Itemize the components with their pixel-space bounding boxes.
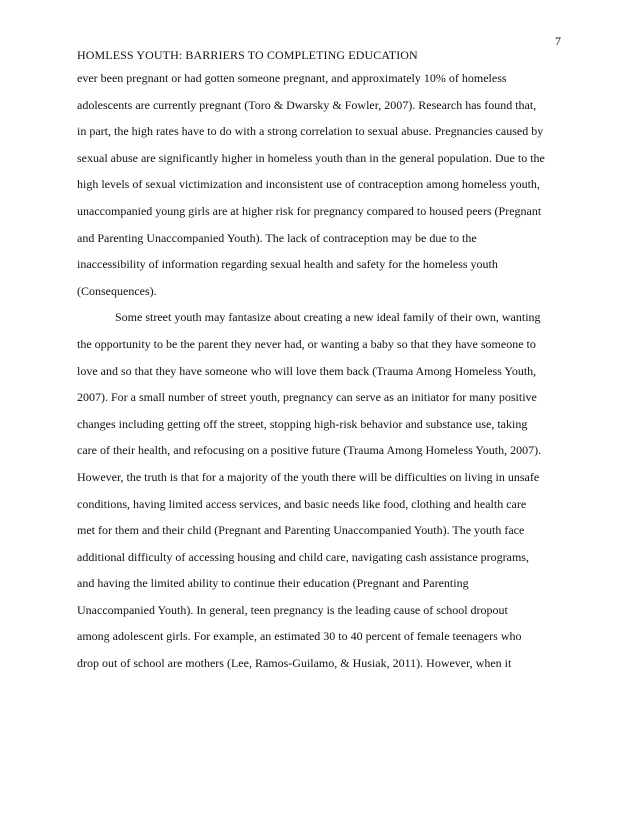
text-line: adolescents are currently pregnant (Toro & Dwarsky & Fowler, 2007). Research has found that, bbox=[77, 97, 537, 112]
text-line: among adolescent girls. For example, an estimated 30 to 40 percent of female teenagers who bbox=[77, 629, 522, 644]
text-line: love and so that they have someone who will love them back (Trauma Among Homeless Youth, bbox=[77, 363, 537, 378]
running-head: HOMLESS YOUTH: BARRIERS TO COMPLETING EDUCATION bbox=[77, 48, 418, 62]
text-line: ever been pregnant or had gotten someone pregnant, and approximately 10% of homeless bbox=[77, 71, 507, 85]
text-line: Unaccompanied Youth). In general, teen pregnancy is the leading cause of school dropout bbox=[77, 602, 508, 617]
text-line: additional difficulty of accessing housing and child care, navigating cash assistance programs, bbox=[77, 549, 529, 564]
text-line: and Parenting Unaccompanied Youth). The lack of contraception may be due to the bbox=[77, 230, 477, 245]
text-line: met for them and their child (Pregnant and Parenting Unaccompanied Youth). The youth face bbox=[77, 523, 525, 538]
text-line: (Consequences). bbox=[77, 283, 157, 298]
text-line: sexual abuse are significantly higher in homeless youth than in the general population. Due to the bbox=[77, 150, 545, 165]
text-line: 2007). For a small number of street youth, pregnancy can serve as an initiator for many positive bbox=[77, 390, 537, 405]
page-number: 7 bbox=[555, 34, 561, 48]
text-line: care of their health, and refocusing on a positive future (Trauma Among Homeless Youth, 2007). bbox=[77, 443, 542, 458]
text-line: in part, the high rates have to do with a strong correlation to sexual abuse. Pregnancies caused by bbox=[77, 124, 544, 139]
body-text bbox=[77, 70, 567, 682]
text-line: However, the truth is that for a majority of the youth there will be difficulties on living in unsafe bbox=[77, 469, 540, 484]
text-line: and having the limited ability to continue their education (Pregnant and Parenting bbox=[77, 576, 469, 591]
text-line: unaccompanied young girls are at higher risk for pregnancy compared to housed peers (Pregnant bbox=[77, 203, 542, 218]
paragraph-first-line: Some street youth may fantasize about creating a new ideal family of their own, wanting bbox=[115, 310, 541, 325]
text-line: high levels of sexual victimization and inconsistent use of contraception among homeless youth, bbox=[77, 177, 540, 192]
text-line: the opportunity to be the parent they never had, or wanting a baby so that they have someone to bbox=[77, 336, 536, 351]
text-line: changes including getting off the street, stopping high-risk behavior and substance use, taking bbox=[77, 416, 528, 431]
text-line: conditions, having limited access services, and basic needs like food, clothing and health care bbox=[77, 496, 527, 511]
text-line: drop out of school are mothers (Lee, Ramos-Guilamo, & Husiak, 2011). However, when it bbox=[77, 656, 512, 671]
text-line: inaccessibility of information regarding sexual health and safety for the homeless youth bbox=[77, 257, 498, 272]
